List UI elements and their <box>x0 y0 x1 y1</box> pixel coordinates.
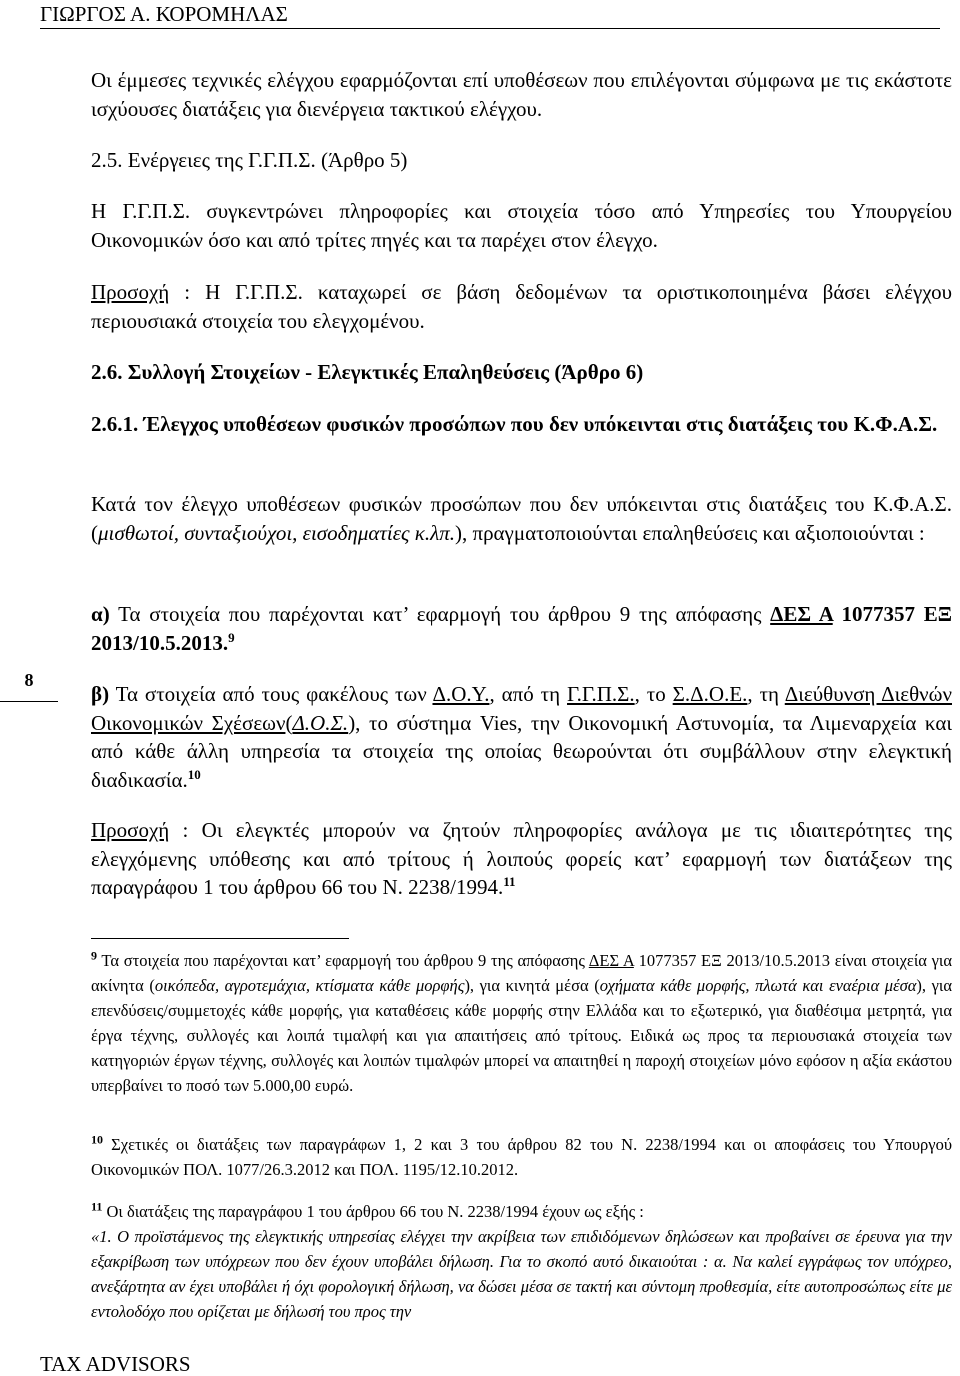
footnote-separator <box>91 938 349 939</box>
section-2-5-heading: 2.5. Ενέργειες της Γ.Γ.Π.Σ. (Άρθρο 5) <box>91 148 408 172</box>
attention-label: Προσοχή <box>91 280 170 304</box>
footnote-10: $^{10}$ Σχετικές οι διατάξεις των παραγράφων 1, 2 και 3 του άρθρου 82 του Ν. 2238/1994 και οι αποφάσεις του Υπουργού Οικονομικών ΠΟΛ. 1077/26.3.2012 και ΠΟΛ. 1195/12.10.2012. <box>91 1132 952 1179</box>
footnote-11: $^{11}$ Οι διατάξεις της παραγράφου 1 του άρθρου 66 του Ν. 2238/1994 έχουν ως εξής : «1. Ο προϊστάμενος της ελεγκτικής υπηρεσίας ελέγχει την ακρίβεια των επιδιδόμενων δηλώσεων και προβαίνει σε έρευνα για την εξακρίβωση των υπόχρεων που δεν έχουν υποβάλει δήλωση. Για το σκοπό αυτό δικαιούται : α. Να καλεί εγγράφως τον υπόχρεο, ανεξάρτητα αν έχει υποβάλει ή όχι φορολογική δήλωση, να δώσει μέσα σε τακτή και σύντομη προθεσμία, είτε αυτοπροσώπως είτε με εντολοδόχο που ορίζεται με δήλωσή του προς την <box>91 1199 952 1321</box>
page-header <box>40 2 940 29</box>
paragraph-attention-third-parties: Προσοχή : Οι ελεγκτές μπορούν να ζητούν πληροφορίες ανάλογα με τις ιδιαιτερότητες της ελεγχόμενης υπόθεσης και από τρίτους ή λοιπούς φορείς κατ’ εφαρμογή των διατάξεων της παραγράφου 1 του άρθρου 66 του Ν. 2238/1994.11 <box>91 818 952 899</box>
header-author: ΓΙΩΡΓΟΣ Α. ΚΟΡΟΜΗΛΑΣ <box>40 2 288 26</box>
side-page-number: 8 <box>0 669 58 702</box>
footer-company: TAX ADVISORS <box>40 1352 191 1376</box>
section-2-6-1-heading: 2.6.1. Έλεγχος υποθέσεων φυσικών προσώπων που δεν υπόκεινται στις διατάξεις του Κ.Φ.Α.Σ. <box>91 412 938 436</box>
section-2-6-heading: 2.6. Συλλογή Στοιχείων - Ελεγκτικές Επαληθεύσεις (Άρθρο 6) <box>91 360 644 384</box>
paragraph-indirect-techniques: Οι έμμεσες τεχνικές ελέγχου εφαρμόζονται επί υποθέσεων που επιλέγονται σύμφωνα με τις εκάστοτε ισχύουσες διατάξεις για διενέργεια τακτικού ελέγχου. <box>91 68 952 121</box>
attention-label: Προσοχή <box>91 818 170 842</box>
paragraph-natural-persons-audit: Κατά τον έλεγχο υποθέσεων φυσικών προσώπων που δεν υπόκεινται στις διατάξεις του Κ.Φ.Α.Σ. (μισθωτοί, συνταξιούχοι, εισοδηματίες κ.λπ.), πραγματοποιούνται επαληθεύσεις και αξιοποιούνται : <box>91 492 952 545</box>
footnote-ref-10: 10 <box>187 766 201 782</box>
footnote-ref-11: 11 <box>503 874 516 889</box>
list-item-a: α) Τα στοιχεία που παρέχονται κατ’ εφαρμογή του άρθρου 9 της απόφασης ΔΕΣ Α 1077357 ΕΞ 2013/10.5.2013.$^9$ <box>91 602 952 655</box>
footnote-ref-9: 9 <box>228 629 235 645</box>
paragraph-attention-database: Προσοχή : Η Γ.Γ.Π.Σ. καταχωρεί σε βάση δεδομένων τα οριστικοποιημένα βάσει ελέγχου περιουσιακά στοιχεία του ελεγχομένου. <box>91 280 952 333</box>
page-footer <box>40 1352 191 1376</box>
footnote-11-quote: «1. Ο προϊστάμενος της ελεγκτικής υπηρεσίας ελέγχει την ακρίβεια των επιδιδόμενων δηλώσεων και προβαίνει σε έρευνα για την εξακρίβωση των υπόχρεων που δεν έχουν υποβάλει δήλωση. Για το σκοπό αυτό δικαιούται : α. Να καλεί εγγράφως τον υπόχρεο, ανεξάρτητα αν έχει υποβάλει ή όχι φορολογική δήλωση, να δώσει μέσα σε τακτή και σύντομη προθεσμία, είτε αυτοπροσώπως είτε με εντολοδόχο που ορίζεται με δήλωσή του προς την <box>91 1227 952 1321</box>
paragraph-ggps-collects: Η Γ.Γ.Π.Σ. συγκεντρώνει πληροφορίες και στοιχεία τόσο από Υπηρεσίες του Υπουργείου Οικονομικών όσο και από τρίτες πηγές και τα παρέχει στον έλεγχο. <box>91 199 952 252</box>
footnote-9: $^9$ Τα στοιχεία που παρέχονται κατ’ εφαρμογή του άρθρου 9 της απόφασης ΔΕΣ Α 1077357 ΕΞ 2013/10.5.2013 είναι στοιχεία για ακίνητα (οικόπεδα, αγροτεμάχια, κτίσματα κάθε μορφής), για κινητά μέσα (οχήματα κάθε μορφής, πλωτά και εναέρια μέσα), για επενδύσεις/συμμετοχές κάθε μορφής, για καταθέσεις κάθε μορφής στην Ελλάδα και το εξωτερικό, για διαθέσιμα μετρητά, για έργα τέχνης, συλλογές και λοιπά τιμαλφή και για απαιτήσεις από τρίτους. Ειδικά ως προς τα περιουσιακά στοιχεία των κατηγοριών έργων τέχνης, συλλογές και λοιπών τιμαλφών μπορεί να απαιτηθεί η παροχή στοιχείων μόνο εφόσον η αξία εκάστου υπερβαίνει το ποσό των 5.000,00 ευρώ. <box>91 948 952 1095</box>
list-item-b: β) Τα στοιχεία από τους φακέλους των Δ.Ο.Υ., από τη Γ.Γ.Π.Σ., το Σ.Δ.Ο.Ε., τη Διεύθυνση Διεθνών Οικονομικών Σχέσεων(Δ.Ο.Σ.), το σύστημα Vies, την Οικονομική Αστυνομία, τα Λιμεναρχεία και από κάθε άλλη υπηρεσία τα στοιχεία της οποίας θεωρούνται ότι συμβάλλουν στην ελεγκτική διαδικασία.$^{10}$ <box>91 682 952 792</box>
